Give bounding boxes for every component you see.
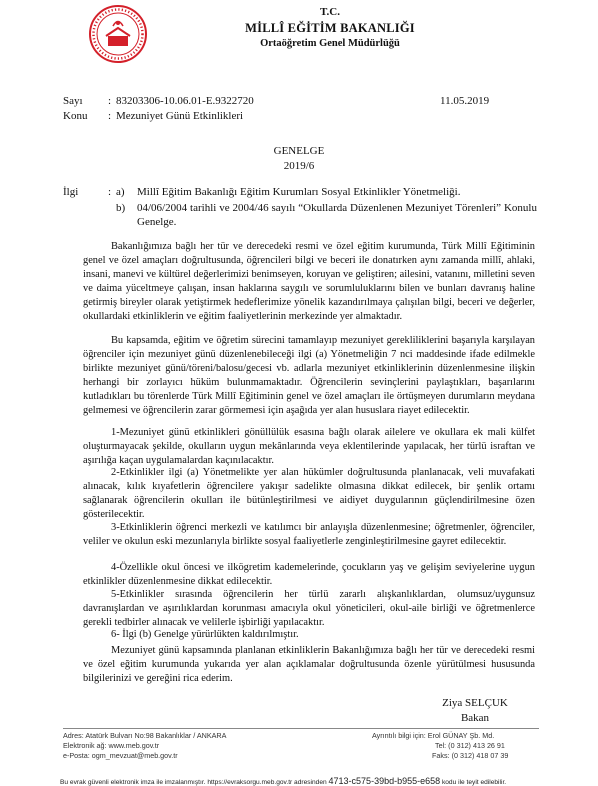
verification-note [60,776,540,786]
body-text [83,628,535,642]
signatory-name: Ziya SELÇUK [442,697,508,709]
body-text [83,521,535,549]
document-date: 11.05.2019 [440,95,490,107]
body-text [83,240,535,323]
konu-value: Mezuniyet Günü Etkinlikleri [116,110,244,122]
document-type: GENELGE [273,145,325,157]
body-paragraph: Bakanlığımıza bağlı her tür ve derecedeki resmi ve özel eğitim kurumunda, Türk Millî Eğitiminin genel ve özel amaçları doğrultusunda, öğrencileri bilgi ve beceri ile donatırken aynı zamanda millî, ahlaki, insani, manevi ve kültürel değerlerimizi benimseyen, koruyan ve geliştiren; ailesini, vatanını, milletini seven ve daima yüceltmeye çalışan, insan haklarına saygılı ve sorumluluklarını bilen ve bunları davranış haline getirmiş bireyler olarak yetiştirmek hedeflerimize yönelik kazandırılmaya çalışılan bilgi, beceri ve değerler, okullardaki etkinliklerin ve eğitim faaliyetlerinin merkezinde yer almaktadır. [83,241,535,322]
sayi-value: 83203306-10.06.01-E.9322720 [116,95,254,107]
body-text [83,334,535,417]
country-name: T.C. [320,6,340,18]
colon: : [108,110,112,122]
footer-address: Adres: Atatürk Bulvarı No:98 Bakanlıklar / ANKARA [63,731,227,740]
reference-item: Millî Eğitim Bakanlığı Eğitim Kurumları Sosyal Etkinlikler Yönetmeliği. [137,186,461,198]
body-paragraph: 1-Mezuniyet günü etkinlikleri gönüllülük esasına bağlı olarak ailelere ve okullara ek mali külfet oluşturmayacak şekilde, okulların uygun mekânlarında veya eklentilerinde yapılacak, her türlü israftan ve aşırılığa kaçan uygulamalardan kaçınılacaktır. [83,427,535,466]
body-paragraph: 6- İlgi (b) Genelge yürürlükten kaldırılmıştır. [111,629,299,640]
footer-divider [63,728,539,729]
ministry-name: MİLLÎ EĞİTİM BAKANLIĞI [245,21,415,35]
body-text [83,466,535,522]
body-text [83,588,535,630]
footer-tel: Tel: (0 312) 413 26 91 [435,741,505,750]
document-number: 2019/6 [283,160,315,172]
verification-suffix: kodu ile teyit edilebilir. [441,779,507,786]
reference-mark: a) [116,186,125,198]
signatory-title: Bakan [460,712,490,724]
sayi-label: Sayı [63,95,83,107]
body-paragraph: Mezuniyet günü kapsamında planlanan etkinliklerin Bakanlığımıza bağlı her tür ve derecedeki resmi ve özel eğitim kurumunda yukarıda yer alan açıklamalar doğrultusunda özenle yürütülmesi hususunda bilgilerinizi ve gereğini rica ederim. [83,645,535,684]
footer-fax: Faks: (0 312) 418 07 39 [432,751,509,760]
body-paragraph: 3-Etkinliklerin öğrenci merkezli ve katılımcı bir anlayışla düzenlenmesine; öğretmenler, öğrenciler, veliler ve okulun eski mezunlarıyla birlikte sosyal faaliyetlerle zenginleştirilmesine gayret edilecektir. [83,522,535,547]
reference-item: 04/06/2004 tarihli ve 2004/46 sayılı “Okullarda Düzenlenen Mezuniyet Törenleri” Konulu Genelge. [137,202,537,228]
body-paragraph: 4-Özellikle okul öncesi ve ilkögretim kademelerinde, çocukların yaş ve gelişim seviyelerine uygun etkinlikler düzenlenmesine dikkat edilecektir. [83,562,535,587]
ilgi-label: İlgi [63,186,79,198]
verification-code: 4713-c575-39bd-b955-e658 [328,776,441,786]
department-name: Ortaöğretim Genel Müdürlüğü [260,38,400,49]
body-paragraph: Bu kapsamda, eğitim ve öğretim sürecini tamamlayıp mezuniyet gerekliliklerini başarıyla karşılayan öğrenciler için mezuniyet günü düzenlenebileceği ilgi (a) Yönetmeliğin 7 nci maddesinde ifade edilmekle birlikte mezuniyet günü/töreni/balosu/gecesi vb. adlarla mezuniyet etkinliklerinin düzenlenmesine ilişkin herhangi bir zorlayıcı hüküm bulunmamaktadır. Öğrencilerin sevinçlerini paylaştıkları, başarılarını kutladıkları bu törenlerde Türk Millî Eğitiminin genel ve özel amaçları ile örtüşmeyen durumların meydana gelmemesi ve öğrencilerin zarar görmemesi için aşağıda yer alan hususlara riayet edilecektir. [83,335,535,416]
footer-email-link[interactable]: e-Posta: ogm_mevzuat@meb.gov.tr [63,751,178,760]
body-paragraph: 5-Etkinlikler sırasında öğrencilerin her türlü zararlı alışkanlıklardan, olumsuz/uygunsuz davranışlardan ve aşırılıklardan korunması amacıyla okul yöneticileri, okul-aile birliği ve öğretmenlerce gerekli tedbirler alınacak ve velilerle işbirliği yapılacaktır. [83,589,535,628]
footer-web-link[interactable]: Elektronik ağ: www.meb.gov.tr [63,741,160,750]
verification-prefix: Bu evrak güvenli elektronik imza ile imzalanmıştır. https://evraksorgu.meb.gov.tr adresinden [60,779,327,786]
konu-label: Konu [63,110,88,122]
footer-contact: Ayrıntılı bilgi için: Erol GÜNAY Şb. Md. [372,731,495,740]
reference-mark: b) [116,202,126,214]
body-text [83,644,535,686]
ministry-seal-icon [88,4,148,64]
body-text [83,426,535,468]
body-text [83,561,535,589]
colon: : [108,186,112,198]
colon: : [108,95,112,107]
body-paragraph: 2-Etkinlikler ilgi (a) Yönetmelikte yer alan hükümler doğrultusunda planlanacak, veli muvafakati alınacak, kılık kıyafetlerin öğrencilere yakışır sadelikte olmasına dikkat edilecek, bir şenlik ortamı sağlanarak öğrencilerin okulları ile bütünleştirilmesi ve aidiyet duygularının güçlendirilmesine özen gösterilecektir. [83,467,535,520]
